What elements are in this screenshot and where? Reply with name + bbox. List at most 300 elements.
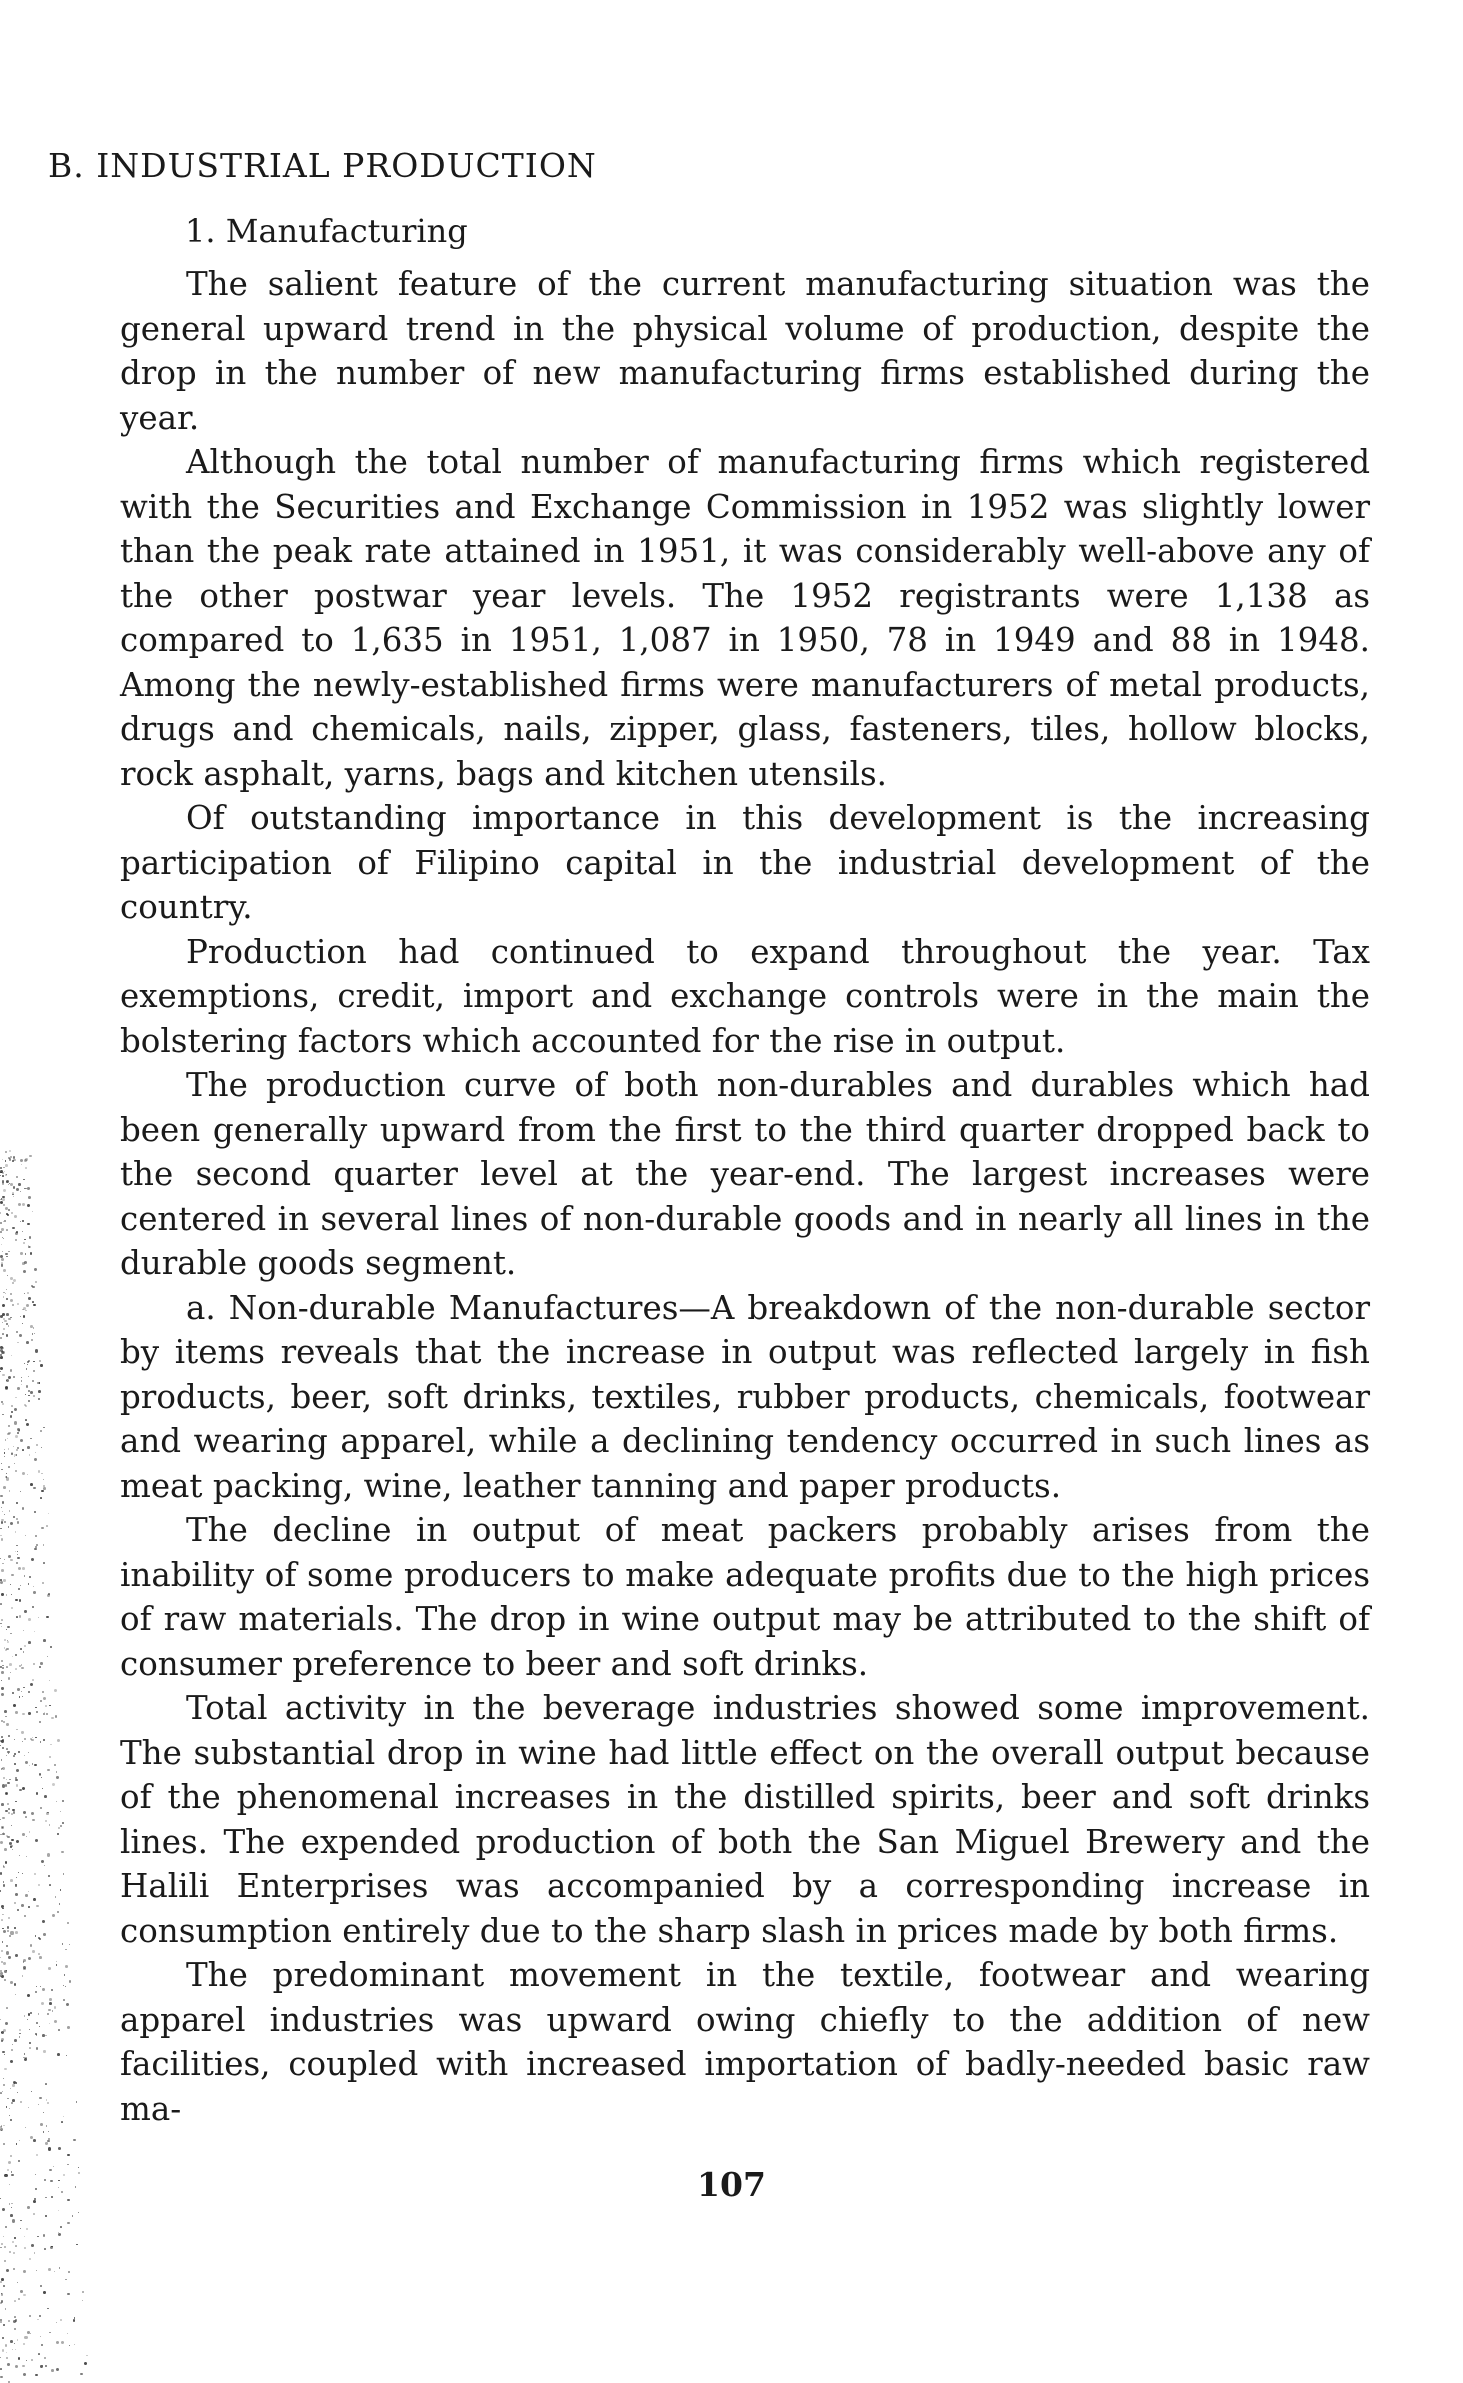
scan-noise-speck — [7, 1926, 10, 1929]
scan-noise-speck — [27, 1187, 30, 1190]
scan-noise-speck — [6, 1648, 8, 1650]
scan-noise-speck — [12, 2241, 14, 2243]
scan-noise-speck — [1, 1759, 3, 1761]
scan-noise-speck — [10, 1522, 13, 1525]
scan-noise-speck — [37, 1382, 40, 1385]
scan-noise-speck — [66, 2055, 67, 2056]
scan-noise-speck — [4, 1848, 7, 1851]
scan-noise-speck — [25, 1894, 28, 1897]
scan-noise-speck — [38, 2013, 39, 2014]
scan-noise-speck — [24, 2247, 26, 2249]
scan-noise-speck — [28, 1376, 29, 1377]
scan-noise-speck — [40, 1497, 42, 1499]
scan-noise-speck — [43, 1739, 45, 1741]
scan-noise-speck — [16, 1545, 17, 1546]
scan-noise-speck — [0, 2357, 1, 2358]
scan-noise-speck — [51, 1989, 53, 1991]
scan-noise-speck — [0, 1623, 1, 1624]
scan-noise-speck — [62, 1800, 64, 1802]
scan-noise-speck — [15, 2319, 18, 2322]
scan-noise-speck — [16, 1562, 19, 1565]
scan-noise-speck — [75, 2186, 77, 2188]
scan-noise-speck — [52, 1783, 55, 1786]
scan-noise-speck — [15, 2245, 17, 2247]
scan-noise-speck — [2, 1251, 3, 1252]
scan-noise-speck — [48, 2131, 49, 2132]
scan-noise-speck — [13, 2268, 15, 2270]
scan-noise-speck — [4, 1456, 6, 1458]
scan-noise-speck — [5, 1293, 6, 1294]
scan-noise-speck — [45, 2142, 47, 2144]
scan-noise-speck — [28, 1583, 29, 1584]
scan-noise-speck — [22, 1833, 25, 1836]
scan-noise-speck — [3, 2125, 4, 2126]
scan-noise-speck — [6, 1298, 8, 1300]
scan-noise-speck — [33, 2139, 36, 2142]
scan-noise-speck — [1, 1950, 3, 1952]
scan-noise-speck — [82, 2291, 84, 2293]
scan-noise-speck — [0, 1957, 1, 1958]
scan-noise-speck — [39, 1956, 42, 1959]
paragraph-registered-firms: Although the total number of manufacturing firms which registered with the Securities and Exchange Commission in 1952 was slightly lower than the peak rate attained in 1951, it was considerably well-above any of the other postwar year levels. The 1952 registrants were 1,138 as compared to 1,635 in 1951, 1,087 in 1950, 78 in 1949 and 88 in 1948. Among the newly-established firms were manufacturers of metal products, drugs and chemicals, nails, zipper, glass, fasteners, tiles, hollow blocks, rock asphalt, yarns, bags and kitchen utensils. — [120, 443, 1370, 793]
scan-noise-speck — [30, 2136, 33, 2139]
scan-noise-speck — [47, 2013, 49, 2015]
scan-noise-speck — [40, 2365, 42, 2367]
scan-noise-speck — [1, 1264, 3, 1266]
scan-noise-speck — [10, 1415, 13, 1418]
scan-noise-speck — [8, 1466, 10, 1468]
scan-noise-speck — [20, 1252, 23, 1255]
scan-noise-speck — [20, 2101, 22, 2103]
scan-noise-speck — [11, 1574, 13, 1576]
scan-noise-speck — [37, 2319, 39, 2321]
scan-noise-speck — [41, 1777, 42, 1778]
scan-noise-speck — [43, 1544, 44, 1545]
scan-noise-speck — [33, 1395, 36, 1398]
scan-noise-speck — [39, 2315, 42, 2318]
scan-noise-speck — [49, 1705, 51, 1707]
scan-noise-speck — [6, 1334, 9, 1337]
scan-noise-speck — [21, 1164, 22, 1165]
scan-noise-speck — [58, 2187, 59, 2188]
scan-noise-speck — [24, 1610, 27, 1613]
scan-noise-speck — [14, 1983, 16, 1985]
scan-noise-speck — [8, 1808, 10, 1810]
scan-noise-speck — [57, 1739, 60, 1742]
scan-noise-speck — [46, 1713, 48, 1715]
scan-noise-speck — [47, 1853, 50, 1856]
scan-noise-speck — [20, 1648, 22, 1650]
scan-noise-speck — [30, 2333, 31, 2334]
scan-noise-speck — [46, 1616, 49, 1619]
scan-noise-speck — [2, 1563, 3, 1564]
scan-noise-speck — [73, 2139, 76, 2142]
scan-noise-speck — [33, 1304, 36, 1307]
scan-noise-speck — [3, 2143, 5, 2145]
scan-noise-speck — [4, 1559, 5, 1560]
scan-noise-speck — [6, 1477, 9, 1480]
scan-noise-speck — [48, 2147, 51, 2150]
scan-noise-speck — [2, 1833, 4, 1835]
scan-noise-speck — [0, 1231, 2, 1233]
scan-noise-speck — [48, 1513, 49, 1514]
paragraph-meat-packers: The decline in output of meat packers probably arises from the inability of some producers to make adequate profits due to the high prices of raw materials. The drop in wine output may be attributed to the shift of consumer preference to beer and soft drinks. — [120, 1511, 1370, 1683]
scan-noise-speck — [11, 2102, 13, 2104]
scan-noise-speck — [42, 1582, 45, 1585]
scan-noise-speck — [32, 1211, 33, 1212]
paragraph-textile-footwear: The predominant movement in the textile, footwear and wearing apparel industries was upward owing chiefly to the addition of new facilities, coupled with increased importation of badly-needed basic raw ma- — [120, 1956, 1370, 2128]
scan-noise-speck — [27, 2019, 28, 2020]
scan-noise-speck — [10, 2155, 12, 2157]
scan-noise-speck — [14, 2343, 15, 2344]
scan-noise-speck — [10, 1183, 13, 1186]
scan-noise-speck — [1, 1736, 3, 1738]
scan-noise-speck — [20, 2228, 21, 2229]
scan-noise-speck — [43, 1697, 46, 1700]
scan-noise-speck — [36, 2154, 38, 2156]
scan-noise-speck — [44, 2357, 46, 2359]
scan-noise-speck — [16, 1729, 18, 1731]
scan-noise-speck — [43, 1479, 44, 1480]
scan-noise-speck — [6, 1666, 8, 1668]
scan-noise-speck — [52, 2010, 53, 2011]
scan-noise-speck — [11, 2049, 13, 2051]
scan-noise-speck — [56, 1964, 58, 1966]
scan-noise-speck — [56, 1776, 59, 1779]
scan-noise-speck — [49, 1998, 52, 2001]
scan-noise-speck — [43, 1562, 45, 1564]
scan-noise-speck — [4, 1514, 5, 1515]
scan-noise-speck — [19, 1599, 22, 1602]
scan-noise-speck — [13, 1446, 14, 1447]
scan-noise-speck — [27, 1204, 30, 1207]
scan-noise-speck — [38, 1390, 41, 1393]
scan-noise-speck — [0, 2321, 2, 2323]
scan-noise-speck — [1, 1671, 4, 1674]
scan-noise-speck — [10, 1369, 13, 1372]
scan-noise-speck — [23, 1687, 24, 1688]
scan-noise-speck — [18, 1588, 20, 1590]
scan-noise-speck — [31, 1739, 33, 1741]
scan-noise-speck — [22, 1449, 24, 1451]
scan-noise-speck — [1, 1803, 4, 1806]
scan-noise-speck — [22, 1231, 23, 1232]
scan-noise-speck — [48, 2268, 51, 2271]
scan-noise-speck — [0, 1841, 3, 1844]
scan-noise-speck — [18, 1567, 21, 1570]
scan-noise-speck — [33, 2213, 35, 2215]
scan-noise-speck — [23, 2373, 26, 2376]
scan-noise-speck — [82, 2300, 83, 2301]
scan-noise-speck — [16, 1840, 19, 1843]
scan-noise-speck — [26, 1368, 28, 1370]
scan-noise-speck — [30, 2012, 32, 2014]
scan-noise-speck — [2, 1198, 5, 1201]
scan-noise-speck — [16, 1877, 18, 1879]
scan-noise-speck — [7, 1641, 9, 1643]
scan-noise-speck — [56, 2341, 59, 2344]
scan-noise-speck — [49, 2023, 50, 2024]
scan-noise-speck — [8, 1812, 10, 1814]
scan-noise-speck — [15, 1531, 17, 1533]
scan-noise-speck — [47, 1656, 48, 1657]
scan-noise-speck — [5, 2344, 7, 2346]
scan-noise-speck — [11, 2171, 13, 2173]
scan-noise-speck — [0, 1972, 3, 1975]
scan-noise-speck — [3, 1221, 4, 1222]
scan-noise-speck — [63, 1999, 65, 2001]
scan-noise-speck — [6, 1970, 7, 1971]
scan-noise-speck — [1, 1975, 3, 1977]
scan-noise-speck — [3, 1914, 4, 1915]
scan-noise-speck — [2, 1511, 3, 1512]
scan-noise-speck — [32, 1606, 34, 1608]
scan-noise-speck — [10, 2214, 13, 2217]
scan-noise-speck — [28, 1641, 31, 1644]
scan-noise-speck — [67, 2164, 68, 2165]
scan-noise-speck — [24, 2336, 27, 2339]
scan-noise-speck — [30, 1252, 32, 1254]
scan-noise-speck — [41, 2344, 43, 2346]
scan-noise-speck — [62, 1822, 64, 1824]
scan-noise-speck — [12, 2084, 14, 2086]
scan-noise-speck — [32, 1380, 34, 1382]
scan-noise-speck — [45, 2083, 47, 2085]
scan-noise-speck — [3, 1328, 5, 1330]
scan-noise-speck — [49, 1680, 50, 1681]
scan-noise-speck — [28, 1712, 31, 1715]
scan-noise-speck — [25, 1253, 27, 1255]
scan-noise-speck — [65, 1986, 67, 1988]
scan-noise-speck — [35, 1349, 38, 1352]
scan-noise-speck — [24, 1239, 25, 1240]
scan-noise-speck — [58, 1827, 60, 1829]
scan-noise-speck — [6, 2269, 9, 2272]
scan-noise-speck — [18, 1872, 19, 1873]
scan-noise-speck — [55, 1715, 58, 1718]
scan-noise-speck — [27, 1994, 30, 1997]
scan-noise-speck — [15, 1551, 16, 1552]
scan-noise-speck — [1, 1619, 3, 1621]
scan-noise-speck — [0, 1745, 1, 1746]
scan-noise-speck — [60, 1811, 61, 1812]
scan-noise-speck — [27, 1223, 30, 1226]
scan-noise-speck — [66, 2003, 69, 2006]
scan-noise-speck — [3, 2285, 5, 2287]
scan-noise-speck — [17, 1688, 20, 1691]
scan-noise-speck — [1, 1687, 3, 1689]
scan-noise-speck — [3, 2324, 4, 2325]
scan-noise-speck — [24, 1755, 25, 1756]
scan-noise-speck — [78, 2167, 79, 2168]
scan-noise-speck — [34, 1631, 35, 1632]
scan-noise-speck — [23, 1179, 25, 1181]
scan-noise-speck — [41, 1527, 43, 1529]
scan-noise-speck — [4, 1452, 6, 1454]
scan-noise-speck — [0, 1495, 3, 1498]
scan-noise-speck — [15, 1435, 18, 1438]
scan-noise-speck — [50, 1646, 52, 1648]
scan-noise-speck — [0, 1371, 1, 1372]
scan-noise-speck — [17, 2092, 18, 2093]
scan-noise-speck — [0, 2198, 1, 2199]
scan-noise-speck — [39, 2026, 40, 2027]
scan-noise-speck — [69, 2345, 70, 2346]
scan-noise-speck — [9, 1510, 10, 1511]
scan-noise-speck — [5, 2308, 6, 2309]
scan-noise-speck — [11, 1594, 12, 1595]
scan-noise-speck — [29, 1831, 31, 1833]
scan-noise-speck — [30, 1683, 33, 1686]
scan-noise-speck — [22, 1203, 25, 1206]
page-number: 107 — [697, 2165, 766, 2204]
scan-noise-speck — [22, 1787, 25, 1790]
scan-noise-speck — [7, 2363, 10, 2366]
scan-noise-speck — [11, 1813, 13, 1815]
scan-noise-speck — [38, 1617, 39, 1618]
scan-noise-speck — [8, 2161, 11, 2164]
scan-noise-speck — [43, 2291, 46, 2294]
scan-noise-speck — [12, 1282, 14, 1284]
scan-noise-speck — [1, 1258, 4, 1261]
scan-noise-speck — [17, 1554, 18, 1555]
scan-noise-speck — [36, 1444, 38, 1446]
scan-noise-speck — [74, 2344, 76, 2346]
scan-noise-speck — [12, 1656, 13, 1657]
scan-noise-speck — [12, 2044, 13, 2045]
scan-noise-speck — [26, 2228, 28, 2230]
scan-noise-speck — [2, 1333, 4, 1335]
scan-noise-speck — [13, 1516, 15, 1518]
scan-noise-speck — [29, 1155, 31, 1157]
scan-noise-speck — [1, 1569, 4, 1572]
scan-noise-speck — [43, 2112, 44, 2113]
scan-noise-speck — [3, 1930, 6, 1933]
scan-noise-speck — [20, 2290, 23, 2293]
scan-noise-speck — [34, 1548, 37, 1551]
scan-noise-speck — [33, 1898, 36, 1901]
scan-noise-speck — [2, 2091, 3, 2092]
scan-noise-speck — [5, 1164, 8, 1167]
scan-noise-speck — [4, 2054, 5, 2055]
scan-noise-speck — [43, 1933, 46, 1936]
scan-noise-speck — [76, 2101, 78, 2103]
scan-noise-speck — [7, 1626, 10, 1629]
scan-noise-speck — [10, 1672, 11, 1673]
scan-noise-speck — [5, 1151, 8, 1154]
scan-noise-speck — [35, 1935, 36, 1936]
scan-noise-speck — [8, 1677, 10, 1679]
scan-noise-speck — [27, 1446, 30, 1449]
scan-noise-speck — [24, 2015, 25, 2016]
scan-noise-speck — [25, 1419, 27, 1421]
scan-noise-speck — [3, 1881, 5, 1883]
scan-noise-speck — [37, 2236, 38, 2237]
scan-noise-speck — [26, 2360, 27, 2361]
scan-noise-speck — [1, 1593, 4, 1596]
scan-noise-speck — [38, 1884, 40, 1886]
scan-noise-speck — [61, 2121, 63, 2123]
scan-noise-speck — [46, 2099, 48, 2101]
scan-noise-speck — [5, 2226, 7, 2228]
scan-noise-speck — [64, 1974, 65, 1975]
scan-noise-speck — [51, 1717, 53, 1719]
scan-noise-speck — [6, 1379, 9, 1382]
scan-noise-speck — [27, 2206, 30, 2209]
scan-noise-speck — [31, 2244, 34, 2247]
scan-noise-speck — [23, 1270, 26, 1273]
scan-noise-speck — [40, 1430, 42, 1432]
scan-noise-speck — [6, 2357, 9, 2360]
scan-noise-speck — [5, 1160, 6, 1161]
scan-noise-speck — [18, 2357, 21, 2360]
scan-noise-speck — [2, 1817, 5, 1820]
scan-noise-speck — [15, 1801, 16, 1802]
scan-noise-speck — [9, 2251, 12, 2254]
scan-noise-speck — [23, 1242, 25, 1244]
scan-noise-speck — [58, 2029, 60, 2031]
scan-noise-speck — [0, 2092, 2, 2094]
scan-noise-speck — [22, 1507, 24, 1509]
scan-noise-speck — [36, 1792, 38, 1794]
scan-noise-speck — [35, 1452, 36, 1453]
scan-noise-speck — [1, 1905, 4, 1908]
scan-noise-speck — [20, 2220, 22, 2222]
scan-noise-speck — [7, 1438, 8, 1439]
scan-noise-speck — [6, 1951, 9, 1954]
scan-noise-speck — [2, 2208, 5, 2211]
scan-noise-speck — [44, 2248, 46, 2250]
scan-noise-speck — [12, 2219, 15, 2222]
scan-noise-speck — [1, 1507, 2, 1508]
scan-noise-speck — [17, 1909, 19, 1911]
scan-noise-speck — [6, 1476, 8, 1478]
scan-noise-speck — [1, 2293, 3, 2295]
scan-noise-speck — [46, 2125, 47, 2126]
scan-noise-speck — [3, 1777, 6, 1780]
scan-noise-speck — [12, 1160, 14, 1162]
scan-noise-speck — [16, 1502, 18, 1504]
scan-noise-speck — [56, 1771, 57, 1772]
scan-noise-speck — [35, 1839, 38, 1842]
scan-noise-speck — [27, 1292, 29, 1294]
scan-noise-speck — [45, 1820, 47, 1822]
scan-noise-speck — [21, 1384, 23, 1386]
scan-noise-speck — [24, 2053, 26, 2055]
scan-noise-speck — [22, 1741, 23, 1742]
scan-noise-speck — [26, 1304, 29, 1307]
scan-noise-speck — [34, 2252, 35, 2253]
scan-noise-speck — [0, 2368, 2, 2370]
scan-noise-speck — [67, 1922, 70, 1925]
scan-noise-speck — [14, 2300, 16, 2302]
scan-noise-speck — [0, 1356, 3, 1359]
scan-noise-speck — [14, 2237, 15, 2238]
scan-noise-speck — [35, 2033, 37, 2035]
scan-noise-speck — [19, 2029, 21, 2031]
scan-noise-speck — [63, 2174, 65, 2176]
scan-noise-speck — [24, 1363, 25, 1364]
scan-noise-speck — [54, 1764, 56, 1766]
scan-noise-speck — [19, 1855, 20, 1856]
scan-noise-speck — [14, 1739, 15, 1740]
scan-noise-speck — [28, 1395, 30, 1397]
scan-noise-speck — [40, 1986, 41, 1987]
scan-noise-speck — [0, 1170, 3, 1173]
scan-noise-speck — [0, 1528, 1, 1529]
scan-noise-speck — [27, 1474, 28, 1475]
scan-noise-speck — [3, 2084, 5, 2086]
